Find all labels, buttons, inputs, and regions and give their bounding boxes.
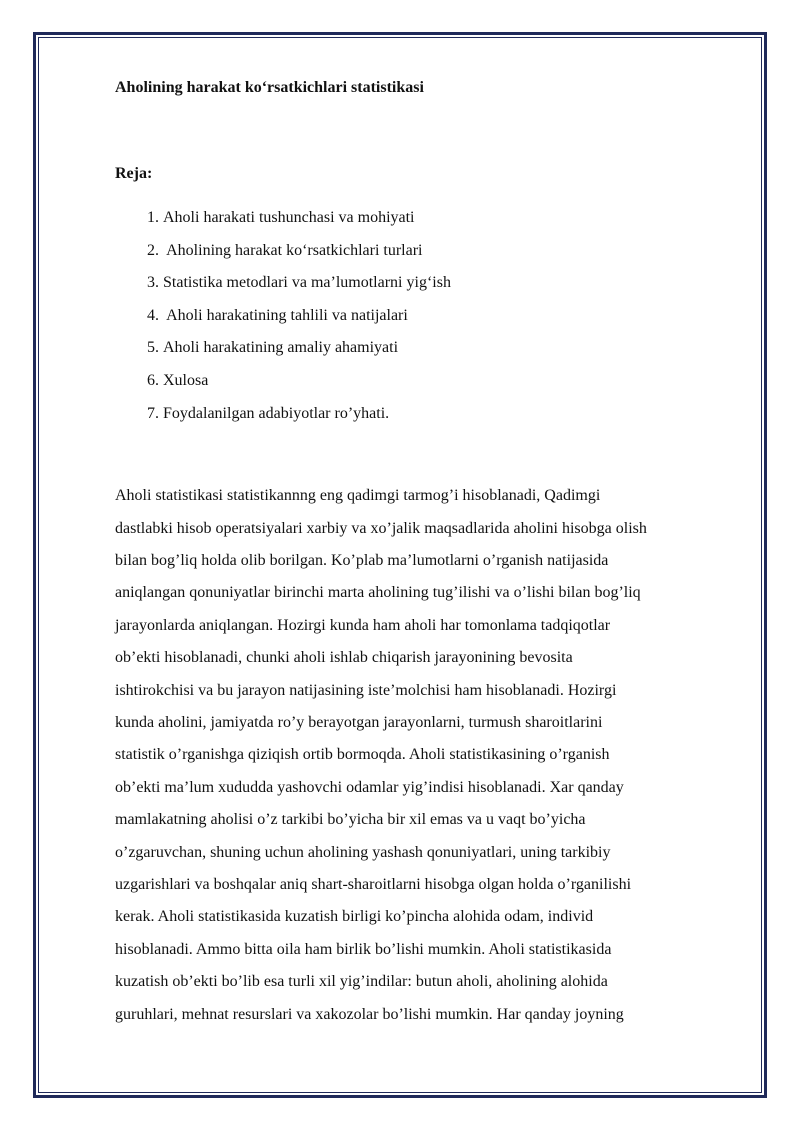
body-line: ob’ekti hisoblanadi, chunki aholi ishlab chiqarish jarayonining bevosita xyxy=(115,649,573,667)
body-line: kerak. Aholi statistikasida kuzatish birligi ko’pincha alohida odam, individ xyxy=(115,908,594,926)
body-line: Aholi statistikasi statistikannng eng qadimgi tarmog’i hisoblanadi, Qadimgi xyxy=(115,487,601,505)
body-line: ob’ekti ma’lum xududda yashovchi odamlar yig’indisi hisoblanadi. Xar qanday xyxy=(115,778,624,796)
plan-item-number: 3. xyxy=(147,274,159,292)
plan-item xyxy=(115,300,743,333)
body-line: o’zgaruvchan, shuning uchun aholining yashash qonuniyatlari, uning tarkibiy xyxy=(115,843,611,861)
document-content xyxy=(115,74,743,1031)
plan-item xyxy=(115,235,743,268)
plan-item-number: 1. xyxy=(147,209,159,226)
body-line: hisoblanadi. Ammo bitta oila ham birlik bo’lishi mumkin. Aholi statistikasida xyxy=(115,940,612,958)
plan-item xyxy=(115,202,743,235)
plan-item-number: 7. xyxy=(147,404,159,422)
plan-item xyxy=(115,398,743,431)
plan-item-text: Foydalanilgan adabiyotlar ro’yhati. xyxy=(163,404,390,422)
plan-item xyxy=(115,332,743,365)
body-paragraph xyxy=(115,480,743,1031)
body-line: ishtirokchisi va bu jarayon natijasining iste’molchisi ham hisoblanadi. Hozirgi xyxy=(115,681,617,699)
body-line: mamlakatning aholisi o’z tarkibi bo’yicha bir xil emas va u vaqt bo’yicha xyxy=(115,811,586,829)
plan-item-text: Statistika metodlari va ma’lumotlarni yig‘ish xyxy=(163,274,451,292)
plan-item-number: 6. xyxy=(147,371,159,389)
body-line: statistik o’rganishga qiziqish ortib bormoqda. Aholi statistikasining o’rganish xyxy=(115,746,610,764)
plan-item xyxy=(115,365,743,398)
body-line: uzgarishlari va boshqalar aniq shart-sharoitlarni hisobga olgan holda o’rganilishi xyxy=(115,876,632,894)
plan-item xyxy=(115,267,743,300)
plan-item-number: 4. xyxy=(147,306,159,324)
body-line: bilan bog’liq holda olib borilgan. Ko’plab ma’lumotlarni o’rganish natijasida xyxy=(115,551,609,569)
body-line: aniqlangan qonuniyatlar birinchi marta aholining tug’ilishi va o’lishi bilan bog’liq xyxy=(115,584,641,602)
plan-heading: Reja: xyxy=(115,165,153,182)
body-line: guruhlari, mehnat resurslari va xakozolar bo’lishi mumkin. Har qanday joyning xyxy=(115,1005,624,1023)
plan-list xyxy=(115,202,743,430)
plan-item-number: 5. xyxy=(147,339,159,357)
plan-item-text: Aholining harakat ko‘rsatkichlari turlari xyxy=(163,241,423,259)
document-title: Aholining harakat ko‘rsatkichlari statistikasi xyxy=(115,79,424,96)
body-line: kunda aholini, jamiyatda ro’y berayotgan jarayonlarni, turmush sharoitlarini xyxy=(115,714,603,731)
plan-item-text: Aholi harakatining tahlili va natijalari xyxy=(163,306,408,324)
body-line: kuzatish ob’ekti bo’lib esa turli xil yig’indilar: butun aholi, aholining alohida xyxy=(115,973,608,991)
plan-item-text: Aholi harakatining amaliy ahamiyati xyxy=(163,339,399,357)
plan-item-number: 2. xyxy=(147,241,159,259)
plan-item-text: Xulosa xyxy=(163,371,209,389)
body-line: dastlabki hisob operatsiyalari xarbiy va xo’jalik maqsadlarida aholini hisobga olish xyxy=(115,519,647,537)
body-line: jarayonlarda aniqlangan. Hozirgi kunda ham aholi har tomonlama tadqiqotlar xyxy=(115,616,611,634)
plan-item-text: Aholi harakati tushunchasi va mohiyati xyxy=(163,209,415,226)
